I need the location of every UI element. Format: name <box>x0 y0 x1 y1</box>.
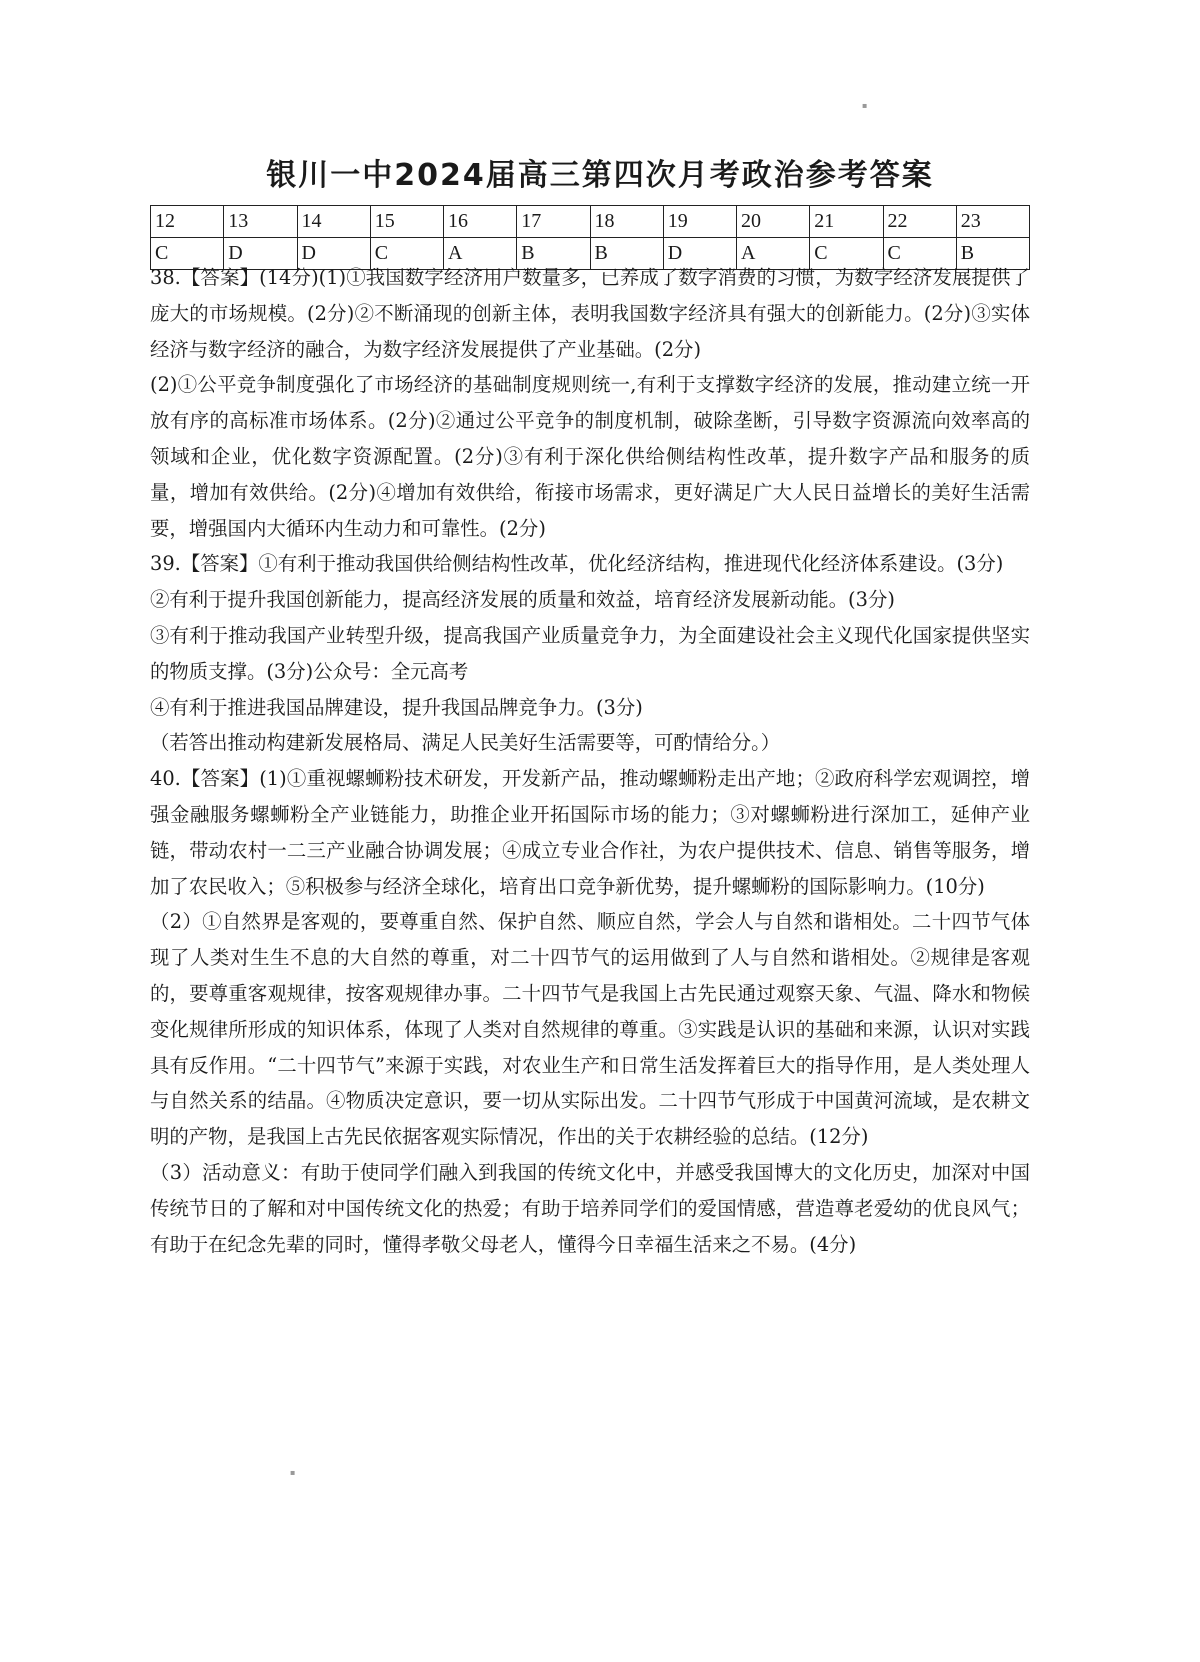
question-number-cell: 15 <box>370 206 443 238</box>
answer-letter-cell: C <box>151 238 224 270</box>
scan-speck: ▪ <box>862 101 868 110</box>
page-title: 银川一中2024届高三第四次月考政治参考答案 <box>266 158 934 193</box>
question-number-cell: 18 <box>590 206 663 238</box>
q39-point4: ④有利于推进我国品牌建设，提升我国品牌竞争力。(3分) <box>150 695 643 719</box>
answer-letter-cell: B <box>590 238 663 270</box>
answer-body <box>150 260 1030 1262</box>
q38-part2: (2)①公平竞争制度强化了市场经济的基础制度规则统一,有利于支撑数字经济的发展，推动建立统一开放有序的高标准市场体系。(2分)②通过公平竞争的制度机制，破除垄断，引导数字资源流向效率高的领域和企业，优化数字资源配置。(2分)③有利于深化供给侧结构性改革，提升数字产品和服务的质量，增加有效供给。(2分)④增加有效供给，衔接市场需求，更好满足广大人民日益增长的美好生活需要，增强国内大循环内生动力和可靠性。(2分) <box>150 373 1030 540</box>
q40-part3: （3）活动意义：有助于使同学们融入到我国的传统文化中，并感受我国博大的文化历史，加深对中国传统节日的了解和对中国传统文化的热爱；有助于培养同学们的爱国情感，营造尊老爱幼的优良风气；有助于在纪念先辈的同时，懂得孝敬父母老人，懂得今日幸福生活来之不易。(4分) <box>150 1160 1030 1256</box>
question-number-cell: 22 <box>883 206 956 238</box>
answer-letter-cell: D <box>224 238 297 270</box>
question-39-answer <box>150 546 1030 761</box>
answer-letter-cell: C <box>370 238 443 270</box>
question-number-cell: 19 <box>663 206 736 238</box>
answer-letter-cell: A <box>444 238 517 270</box>
answer-letter-cell: D <box>297 238 370 270</box>
q39-note: （若答出推动构建新发展格局、满足人民美好生活需要等，可酌情给分。） <box>150 731 781 755</box>
answer-letter-cell: C <box>883 238 956 270</box>
question-number-cell: 20 <box>737 206 810 238</box>
answer-letter-cell: D <box>663 238 736 270</box>
q39-point2: ②有利于提升我国创新能力，提高经济发展的质量和效益，培育经济发展新动能。(3分) <box>150 588 895 612</box>
q40-part1: 40.【答案】(1)①重视螺蛳粉技术研发，开发新产品，推动螺蛳粉走出产地；②政府科学宏观调控，增强金融服务螺蛳粉全产业链能力，助推企业开拓国际市场的能力；③对螺蛳粉进行深加工，延伸产业链，带动农村一二三产业融合协调发展；④成立专业合作社，为农户提供技术、信息、销售等服务，增加了农民收入；⑤积极参与经济全球化，培育出口竞争新优势，提升螺蛳粉的国际影响力。(10分) <box>150 767 1030 898</box>
question-number-cell: 21 <box>810 206 883 238</box>
question-38-answer <box>150 260 1030 546</box>
scan-speck: ▪ <box>290 1468 296 1477</box>
q39-point1: 39.【答案】①有利于推动我国供给侧结构性改革，优化经济结构，推进现代化经济体系建设。(3分) <box>150 552 1004 576</box>
question-40-answer <box>150 761 1030 1262</box>
question-number-cell: 23 <box>956 206 1029 238</box>
question-number-cell: 14 <box>297 206 370 238</box>
answer-letter-cell: B <box>517 238 590 270</box>
question-number-cell: 16 <box>444 206 517 238</box>
answer-letter-cell: B <box>956 238 1029 270</box>
q40-part2: （2）①自然界是客观的，要尊重自然、保护自然、顺应自然，学会人与自然和谐相处。二十四节气体现了人类对生生不息的大自然的尊重，对二十四节气的运用做到了人与自然和谐相处。②规律是客观的，要尊重客观规律，按客观规律办事。二十四节气是我国上古先民通过观察天象、气温、降水和物候变化规律所形成的知识体系，体现了人类对自然规律的尊重。③实践是认识的基础和来源，认识对实践具有反作用。“二十四节气”来源于实践，对农业生产和日常生活发挥着巨大的指导作用，是人类处理人与自然关系的结晶。④物质决定意识，要一切从实际出发。二十四节气形成于中国黄河流域，是农耕文明的产物，是我国上古先民依据客观实际情况，作出的关于农耕经验的总结。(12分) <box>150 910 1030 1149</box>
answer-letter-cell: A <box>737 238 810 270</box>
q38-part1: 38.【答案】(14分)(1)①我国数字经济用户数量多，已养成了数字消费的习惯，为数字经济发展提供了庞大的市场规模。(2分)②不断涌现的创新主体，表明我国数字经济具有强大的创新能力。(2分)③实体经济与数字经济的融合，为数字经济发展提供了产业基础。(2分) <box>150 266 1030 361</box>
q39-point3: ③有利于推动我国产业转型升级，提高我国产业质量竞争力，为全面建设社会主义现代化国家提供坚实的物质支撑。(3分)公众号：全元高考 <box>150 623 1030 683</box>
question-number-cell: 13 <box>224 206 297 238</box>
question-number-cell: 17 <box>517 206 590 238</box>
answer-letter-cell: C <box>810 238 883 270</box>
question-number-row <box>151 206 1030 238</box>
question-number-cell: 12 <box>151 206 224 238</box>
